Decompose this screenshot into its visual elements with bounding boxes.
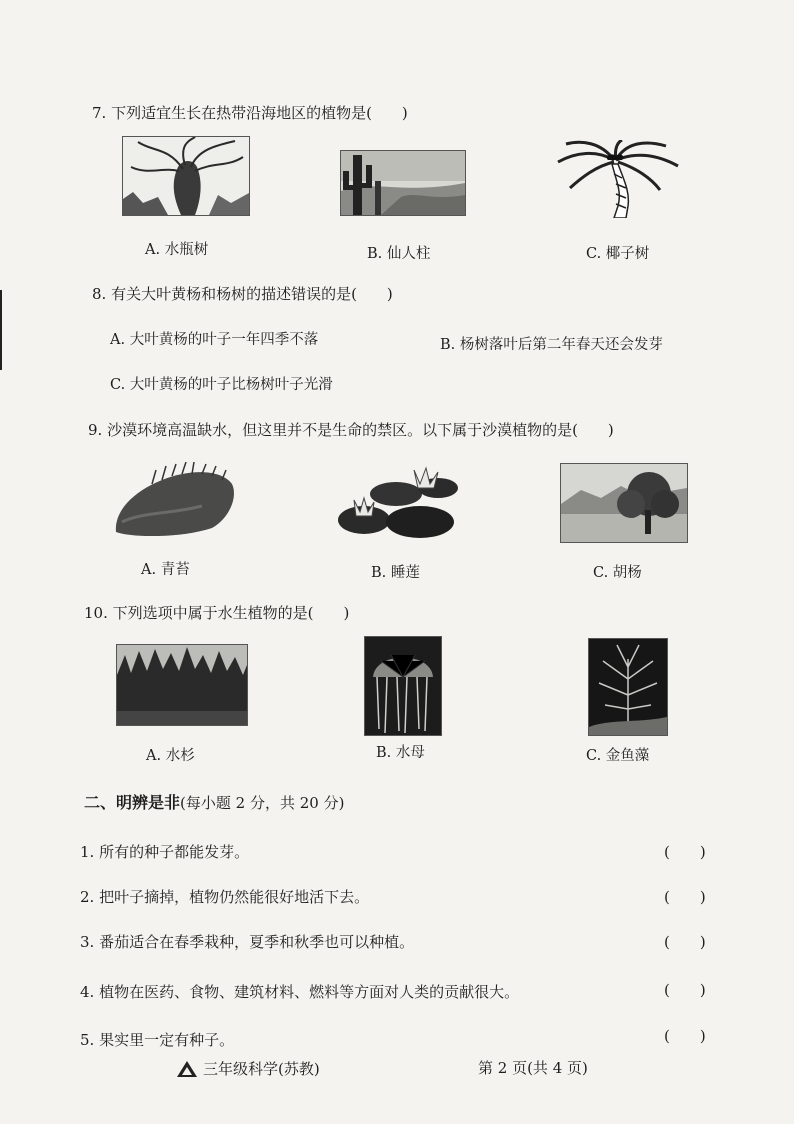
hornwort-image xyxy=(588,638,668,736)
q7-option-a: A. 水瓶树 xyxy=(145,242,209,258)
desert-poplar-image xyxy=(560,463,688,543)
footer-page-number: 第 2 页(共 4 页) xyxy=(478,1059,588,1077)
q7-option-b: B. 仙人柱 xyxy=(367,246,431,262)
tf-answer-4[interactable]: ( ) xyxy=(664,981,706,999)
q7-option-c: C. 椰子树 xyxy=(586,246,650,262)
q10-option-c: C. 金鱼藻 xyxy=(586,748,650,764)
question-7-stem: 7. 下列适宜生长在热带沿海地区的植物是( ) xyxy=(92,104,408,122)
q8-option-c: C. 大叶黄杨的叶子比杨树叶子光滑 xyxy=(110,377,333,393)
question-8-stem: 8. 有关大叶黄杨和杨树的描述错误的是( ) xyxy=(92,285,393,303)
tf-item-3: 3. 番茄适合在春季栽种，夏季和秋季也可以种植。 xyxy=(80,933,415,951)
tf-answer-5[interactable]: ( ) xyxy=(664,1027,706,1045)
section-2-heading: 二、明辨是非 xyxy=(84,793,181,812)
q8-option-b: B. 杨树落叶后第二年春天还会发芽 xyxy=(440,337,663,353)
jellyfish-image xyxy=(364,636,442,736)
tf-item-5: 5. 果实里一定有种子。 xyxy=(80,1031,235,1049)
cactus-image xyxy=(340,150,466,216)
tf-item-1: 1. 所有的种子都能发芽。 xyxy=(80,843,250,861)
q9-option-b: B. 睡莲 xyxy=(371,565,420,581)
question-9-stem: 9. 沙漠环境高温缺水，但这里并不是生命的禁区。以下属于沙漠植物的是( ) xyxy=(88,421,614,439)
section-2-title xyxy=(84,790,344,813)
tf-item-4: 4. 植物在医药、食物、建筑材料、燃料等方面对人类的贡献很大。 xyxy=(80,983,520,1001)
moss-image xyxy=(112,462,238,536)
section-2-points: (每小题 2 分，共 20 分) xyxy=(180,794,345,812)
tf-answer-2[interactable]: ( ) xyxy=(664,888,706,906)
tf-answer-3[interactable]: ( ) xyxy=(664,933,706,951)
q9-option-a: A. 青苔 xyxy=(141,562,190,578)
q10-option-b: B. 水母 xyxy=(376,745,425,761)
margin-mark xyxy=(0,290,2,370)
tf-item-2: 2. 把叶子摘掉，植物仍然能很好地活下去。 xyxy=(80,888,370,906)
q10-option-a: A. 水杉 xyxy=(146,748,195,764)
footer-course: 三年级科学(苏教) xyxy=(203,1060,320,1078)
q9-option-c: C. 胡杨 xyxy=(593,565,642,581)
water-lily-image xyxy=(334,464,460,540)
coconut-palm-image xyxy=(556,140,680,218)
publisher-logo-icon xyxy=(176,1060,198,1082)
q8-option-a: A. 大叶黄杨的叶子一年四季不落 xyxy=(110,332,319,348)
question-10-stem: 10. 下列选项中属于水生植物的是( ) xyxy=(84,604,350,622)
dawn-redwood-image xyxy=(116,644,248,726)
bottle-tree-image xyxy=(122,136,250,216)
tf-answer-1[interactable]: ( ) xyxy=(664,843,706,861)
